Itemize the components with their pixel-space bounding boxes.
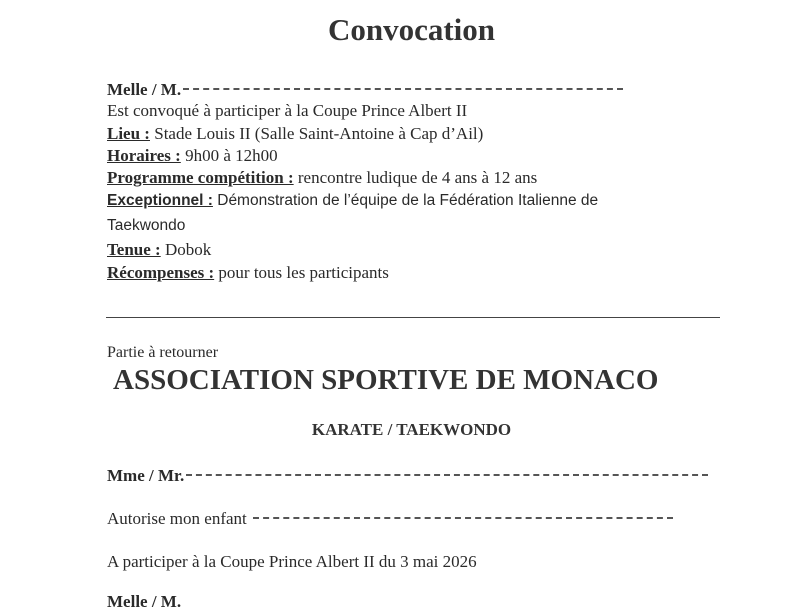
field-recompenses bbox=[107, 263, 389, 283]
field-label: Récompenses : bbox=[107, 263, 215, 282]
return-slip-heading: Partie à retourner bbox=[107, 344, 219, 361]
field-value: Stade Louis II (Salle Saint-Antoine à Cap d’Ail) bbox=[149, 124, 484, 143]
participation-text: A participer à la Coupe Prince Albert II du 3 mai 2026 bbox=[107, 552, 477, 571]
child-name-label-partial: Melle / M. bbox=[107, 592, 182, 611]
organization-name: ASSOCIATION SPORTIVE DE MONACO bbox=[113, 364, 659, 396]
field-value: rencontre ludique de 4 ans à 12 ans bbox=[293, 168, 538, 187]
discipline-heading: KARATE / TAEKWONDO bbox=[311, 420, 512, 439]
field-label: Programme compétition : bbox=[107, 168, 294, 187]
field-label: Exceptionnel : bbox=[107, 192, 213, 209]
field-label: Lieu : bbox=[107, 124, 150, 143]
cut-line-divider bbox=[106, 317, 720, 318]
name-label: Melle / M. bbox=[107, 80, 182, 99]
field-lieu bbox=[107, 124, 483, 144]
parent-fill-line bbox=[186, 474, 708, 476]
field-value: Dobok bbox=[160, 240, 212, 259]
field-exceptionnel bbox=[107, 191, 598, 211]
field-label: Horaires : bbox=[107, 146, 181, 165]
field-value: Démonstration de l’équipe de la Fédération Italienne de bbox=[212, 192, 599, 209]
page-title: Convocation bbox=[327, 12, 496, 47]
child-fill-line bbox=[253, 517, 673, 519]
convocation-intro: Est convoqué à participer à la Coupe Prince Albert II bbox=[107, 101, 468, 120]
field-programme bbox=[107, 168, 537, 188]
authorize-line bbox=[107, 509, 673, 529]
field-exceptionnel-cont: Taekwondo bbox=[107, 217, 186, 234]
field-value: 9h00 à 12h00 bbox=[180, 146, 278, 165]
parent-label: Mme / Mr. bbox=[107, 466, 185, 485]
parent-name-line bbox=[107, 466, 708, 486]
field-value: pour tous les participants bbox=[214, 263, 389, 282]
name-fill-line bbox=[183, 88, 623, 90]
field-tenue bbox=[107, 240, 211, 260]
convocation-name-line bbox=[107, 80, 623, 100]
field-horaires bbox=[107, 146, 278, 166]
field-label: Tenue : bbox=[107, 240, 161, 259]
authorize-label: Autorise mon enfant bbox=[107, 509, 247, 528]
